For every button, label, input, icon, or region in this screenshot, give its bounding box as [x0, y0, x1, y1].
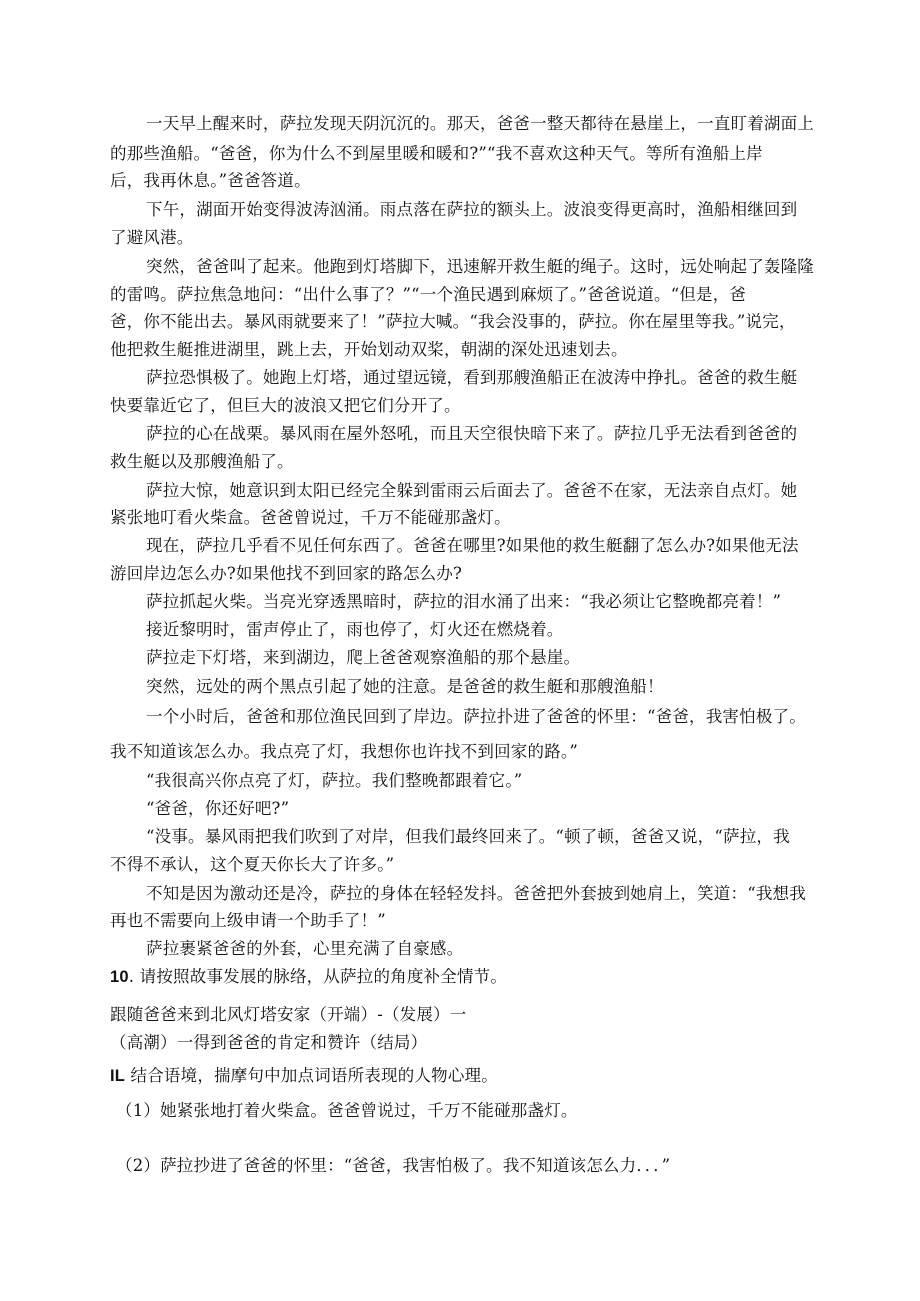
answer-line: （高潮）一得到爸爸的肯定和赞许（结局）	[110, 1033, 428, 1052]
story-line: “爸爸，你还好吧?”	[146, 799, 290, 818]
story-line: 不知是因为激动还是冷，萨拉的身体在轻轻发抖。爸爸把外套披到她肩上，笑道：“我想我	[146, 884, 806, 903]
question-number: 10	[110, 968, 129, 986]
story-line: 游回岸边怎么办?如果他找不到回家的路怎么办?	[110, 564, 463, 583]
story-line: 我不知道该怎么办。我点亮了灯，我想你也许找不到回家的路。”	[110, 742, 578, 761]
story-line: 一个小时后，爸爸和那位渔民回到了岸边。萨拉扑进了爸爸的怀里：“爸爸，我害怕极了。	[146, 707, 806, 726]
sub-question-1: （1）她紧张地打着火柴盒。爸爸曾说过，千万不能碰那盏灯。	[116, 1101, 578, 1120]
story-line: 下午，湖面开始变得波涛汹涌。雨点落在萨拉的额头上。波浪变得更高时，渔船相继回到	[146, 200, 798, 219]
question-10	[110, 966, 507, 988]
story-line: 萨拉恐惧极了。她跑上灯塔，通过望远镜，看到那艘渔船正在波涛中挣扎。爸爸的救生艇	[146, 368, 798, 387]
story-line: 一天早上醒来时，萨拉发现天阴沉沉的。那天，爸爸一整天都待在悬崖上，一直盯着湖面上	[146, 114, 814, 133]
question-text: . 请按照故事发展的脉络，从萨拉的角度补全情节。	[128, 967, 508, 986]
story-line: “没事。暴风雨把我们吹到了对岸，但我们最终回来了。“顿了顿，爸爸又说，“萨拉，我	[146, 827, 790, 846]
story-line: 萨拉大惊，她意识到太阳已经完全躲到雷雨云后面去了。爸爸不在家，无法亲自点灯。她	[146, 481, 798, 500]
story-line: 不得不承认，这个夏天你长大了许多。”	[110, 855, 395, 874]
story-line: 萨拉的心在战栗。暴风雨在屋外怒吼，而且天空很快暗下来了。萨拉几乎无法看到爸爸的	[146, 424, 798, 443]
story-line: 接近黎明时，雷声停止了，雨也停了，灯火还在燃烧着。	[146, 620, 564, 639]
story-line: 突然，爸爸叫了起来。他跑到灯塔脚下，迅速解开救生艇的绳子。这时，远处响起了轰隆隆	[146, 257, 814, 276]
story-line: 突然，远处的两个黑点引起了她的注意。是爸爸的救生艇和那艘渔船！	[146, 677, 664, 696]
question-text: 结合语境，揣摩句中加点词语所表现的人物心理。	[125, 1066, 498, 1085]
story-line: 萨拉抓起火柴。当亮光穿透黑暗时，萨拉的泪水涌了出来：“我必须让它整晚都亮着！”	[146, 592, 782, 611]
story-line: 了避风港。	[110, 228, 194, 247]
story-line: 爸，你不能出去。暴风雨就要来了！”萨拉大喊。“我会没事的，萨拉。你在屋里等我。”说完，	[110, 312, 796, 331]
story-line: 快要靠近它了，但巨大的波浪又把它们分开了。	[110, 396, 461, 415]
story-line: 的那些渔船。“爸爸，你为什么不到屋里暖和暖和?”“我不喜欢这种天气。等所有渔船上岸	[110, 144, 763, 163]
story-line: 再也不需要向上级申请一个助手了！”	[110, 911, 386, 930]
story-line: 萨拉走下灯塔，来到湖边，爬上爸爸观察渔船的那个悬崖。	[146, 648, 581, 667]
story-line: 现在，萨拉几乎看不见任何东西了。爸爸在哪里?如果他的救生艇翻了怎么办?如果他无法	[146, 536, 799, 555]
question-11	[110, 1065, 498, 1087]
story-line: 的雷鸣。萨拉焦急地问：“出什么事了？”“一个渔民遇到麻烦了。”爸爸说道。“但是，爸	[110, 285, 747, 304]
story-line: “我很高兴你点亮了灯，萨拉。我们整晚都跟着它。”	[146, 771, 523, 790]
story-line: 紧张地叮看火柴盒。爸爸曾说过，千万不能碰那盏灯。	[110, 508, 511, 527]
question-number: IL	[110, 1067, 126, 1085]
story-line: 后，我再休息。”爸爸答道。	[110, 171, 311, 190]
story-line: 他把救生艇推进湖里，跳上去，开始划动双桨，朝湖的深处迅速划去。	[110, 340, 628, 359]
sub-question-2: （2）萨拉抄进了爸爸的怀里：“爸爸，我害怕极了。我不知道该怎么力．．．”	[116, 1156, 671, 1175]
answer-line: 跟随爸爸来到北风灯塔安家（开端）-（发展）一	[110, 1005, 467, 1024]
story-line: 救生艇以及那艘渔船了。	[110, 452, 294, 471]
story-line: 萨拉裹紧爸爸的外套，心里充满了自豪感。	[146, 939, 464, 958]
